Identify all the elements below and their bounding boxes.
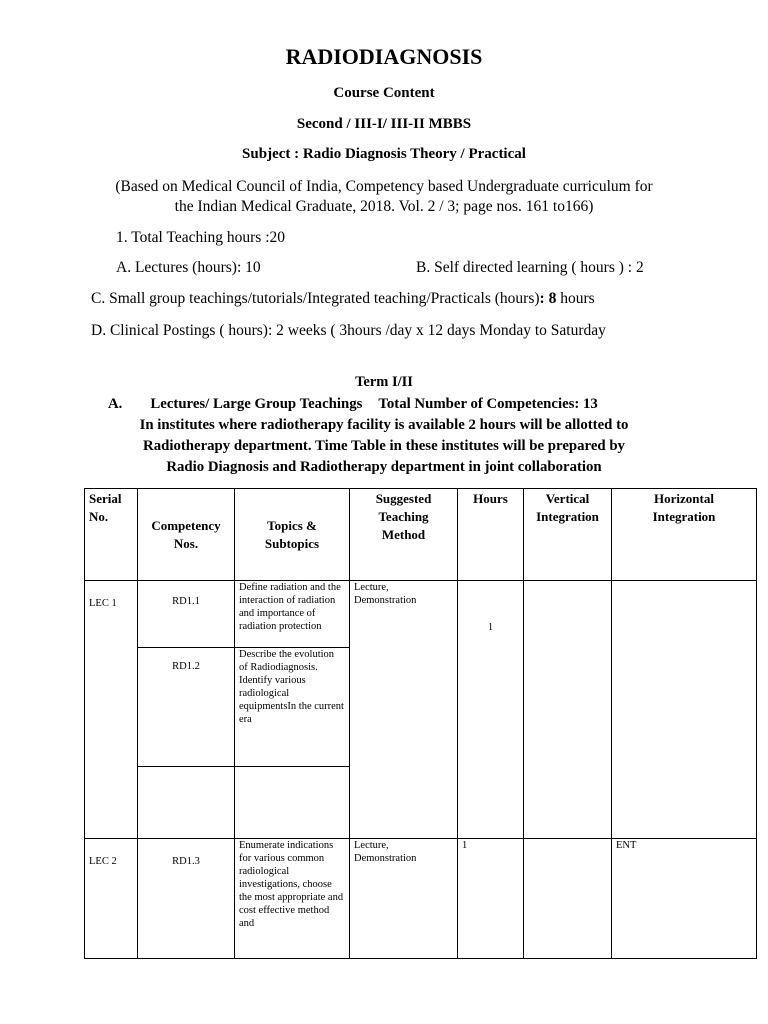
- lec2-topic: Enumerate indications for various common radiological investigations, choose the most appropriate and cost effective method and: [235, 839, 350, 959]
- section-title: Lectures/ Large Group Teachings: [150, 396, 363, 412]
- document-title: RADIODIAGNOSIS: [285, 44, 483, 69]
- small-group-value: : 8: [539, 290, 557, 307]
- table-row: [85, 581, 757, 648]
- lec2-serial: LEC 2: [85, 839, 138, 959]
- lec1-method: Lecture, Demonstration: [350, 581, 458, 839]
- total-teaching-hours: 1. Total Teaching hours :20: [116, 229, 286, 246]
- header-topics: Topics & Subtopics: [235, 489, 350, 581]
- lec1-competency-1: RD1.1: [138, 581, 235, 648]
- lec1-serial: LEC 1: [85, 581, 138, 839]
- small-group-label: C. Small group teachings/tutorials/Integrated teaching/Practicals (hours): [91, 290, 540, 307]
- based-on-line-2: the Indian Medical Graduate, 2018. Vol. 2 / 3; page nos. 161 to166): [174, 198, 594, 215]
- clinical-postings: D. Clinical Postings ( hours): 2 weeks ( 3hours /day x 12 days Monday to Saturday: [91, 322, 606, 339]
- lec1-competency-2: RD1.2: [138, 648, 235, 767]
- header-serial: Serial No.: [85, 489, 138, 581]
- radiotherapy-note-line-2: Radiotherapy department. Time Table in these institutes will be prepared by: [143, 438, 625, 454]
- lec1-empty-competency: [138, 767, 235, 839]
- course-content-heading: Course Content: [333, 85, 435, 101]
- header-vertical: Vertical Integration: [524, 489, 612, 581]
- self-directed-hours: B. Self directed learning ( hours ) : 2: [416, 259, 644, 276]
- radiotherapy-note-line-1: In institutes where radiotherapy facility is available 2 hours will be allotted to: [139, 417, 629, 433]
- lec1-topic-2: Describe the evolution of Radiodiagnosis. Identify various radiological equipmentsIn the current era: [235, 648, 350, 767]
- lec1-horizontal: [612, 581, 757, 839]
- small-group-unit: hours: [556, 290, 595, 307]
- table-header-row: [85, 489, 757, 581]
- table-row: [85, 839, 757, 959]
- term-heading: Term I/II: [355, 374, 413, 390]
- header-horizontal: Horizontal Integration: [612, 489, 757, 581]
- lec1-hours: 1: [458, 581, 524, 839]
- small-group-hours: [91, 290, 595, 308]
- lec1-topic-1: Define radiation and the interaction of radiation and importance of radiation protection: [235, 581, 350, 648]
- lecture-table: [84, 488, 757, 959]
- based-on-note: [0, 177, 768, 217]
- header-hours: Hours: [458, 489, 524, 581]
- radiotherapy-note-line-3: Radio Diagnosis and Radiotherapy department in joint collaboration: [166, 459, 602, 475]
- competency-count: Total Number of Competencies: 13: [378, 396, 598, 412]
- year-heading: Second / III-I/ III-II MBBS: [296, 116, 472, 132]
- lec1-empty-topic: [235, 767, 350, 839]
- section-letter: A.: [108, 396, 123, 412]
- header-method: Suggested Teaching Method: [350, 489, 458, 581]
- based-on-line-1: (Based on Medical Council of India, Competency based Undergraduate curriculum for: [115, 178, 653, 195]
- header-competency: Competency Nos.: [138, 489, 235, 581]
- subject-heading: Subject : Radio Diagnosis Theory / Practical: [242, 146, 526, 162]
- lec2-vertical: [524, 839, 612, 959]
- lec2-method: Lecture, Demonstration: [350, 839, 458, 959]
- lec2-horizontal: ENT: [612, 839, 757, 959]
- lecture-hours: A. Lectures (hours): 10: [116, 259, 261, 276]
- lec2-competency: RD1.3: [138, 839, 235, 959]
- lec1-vertical: [524, 581, 612, 839]
- lec2-hours: 1: [458, 839, 524, 959]
- section-heading: [0, 394, 768, 478]
